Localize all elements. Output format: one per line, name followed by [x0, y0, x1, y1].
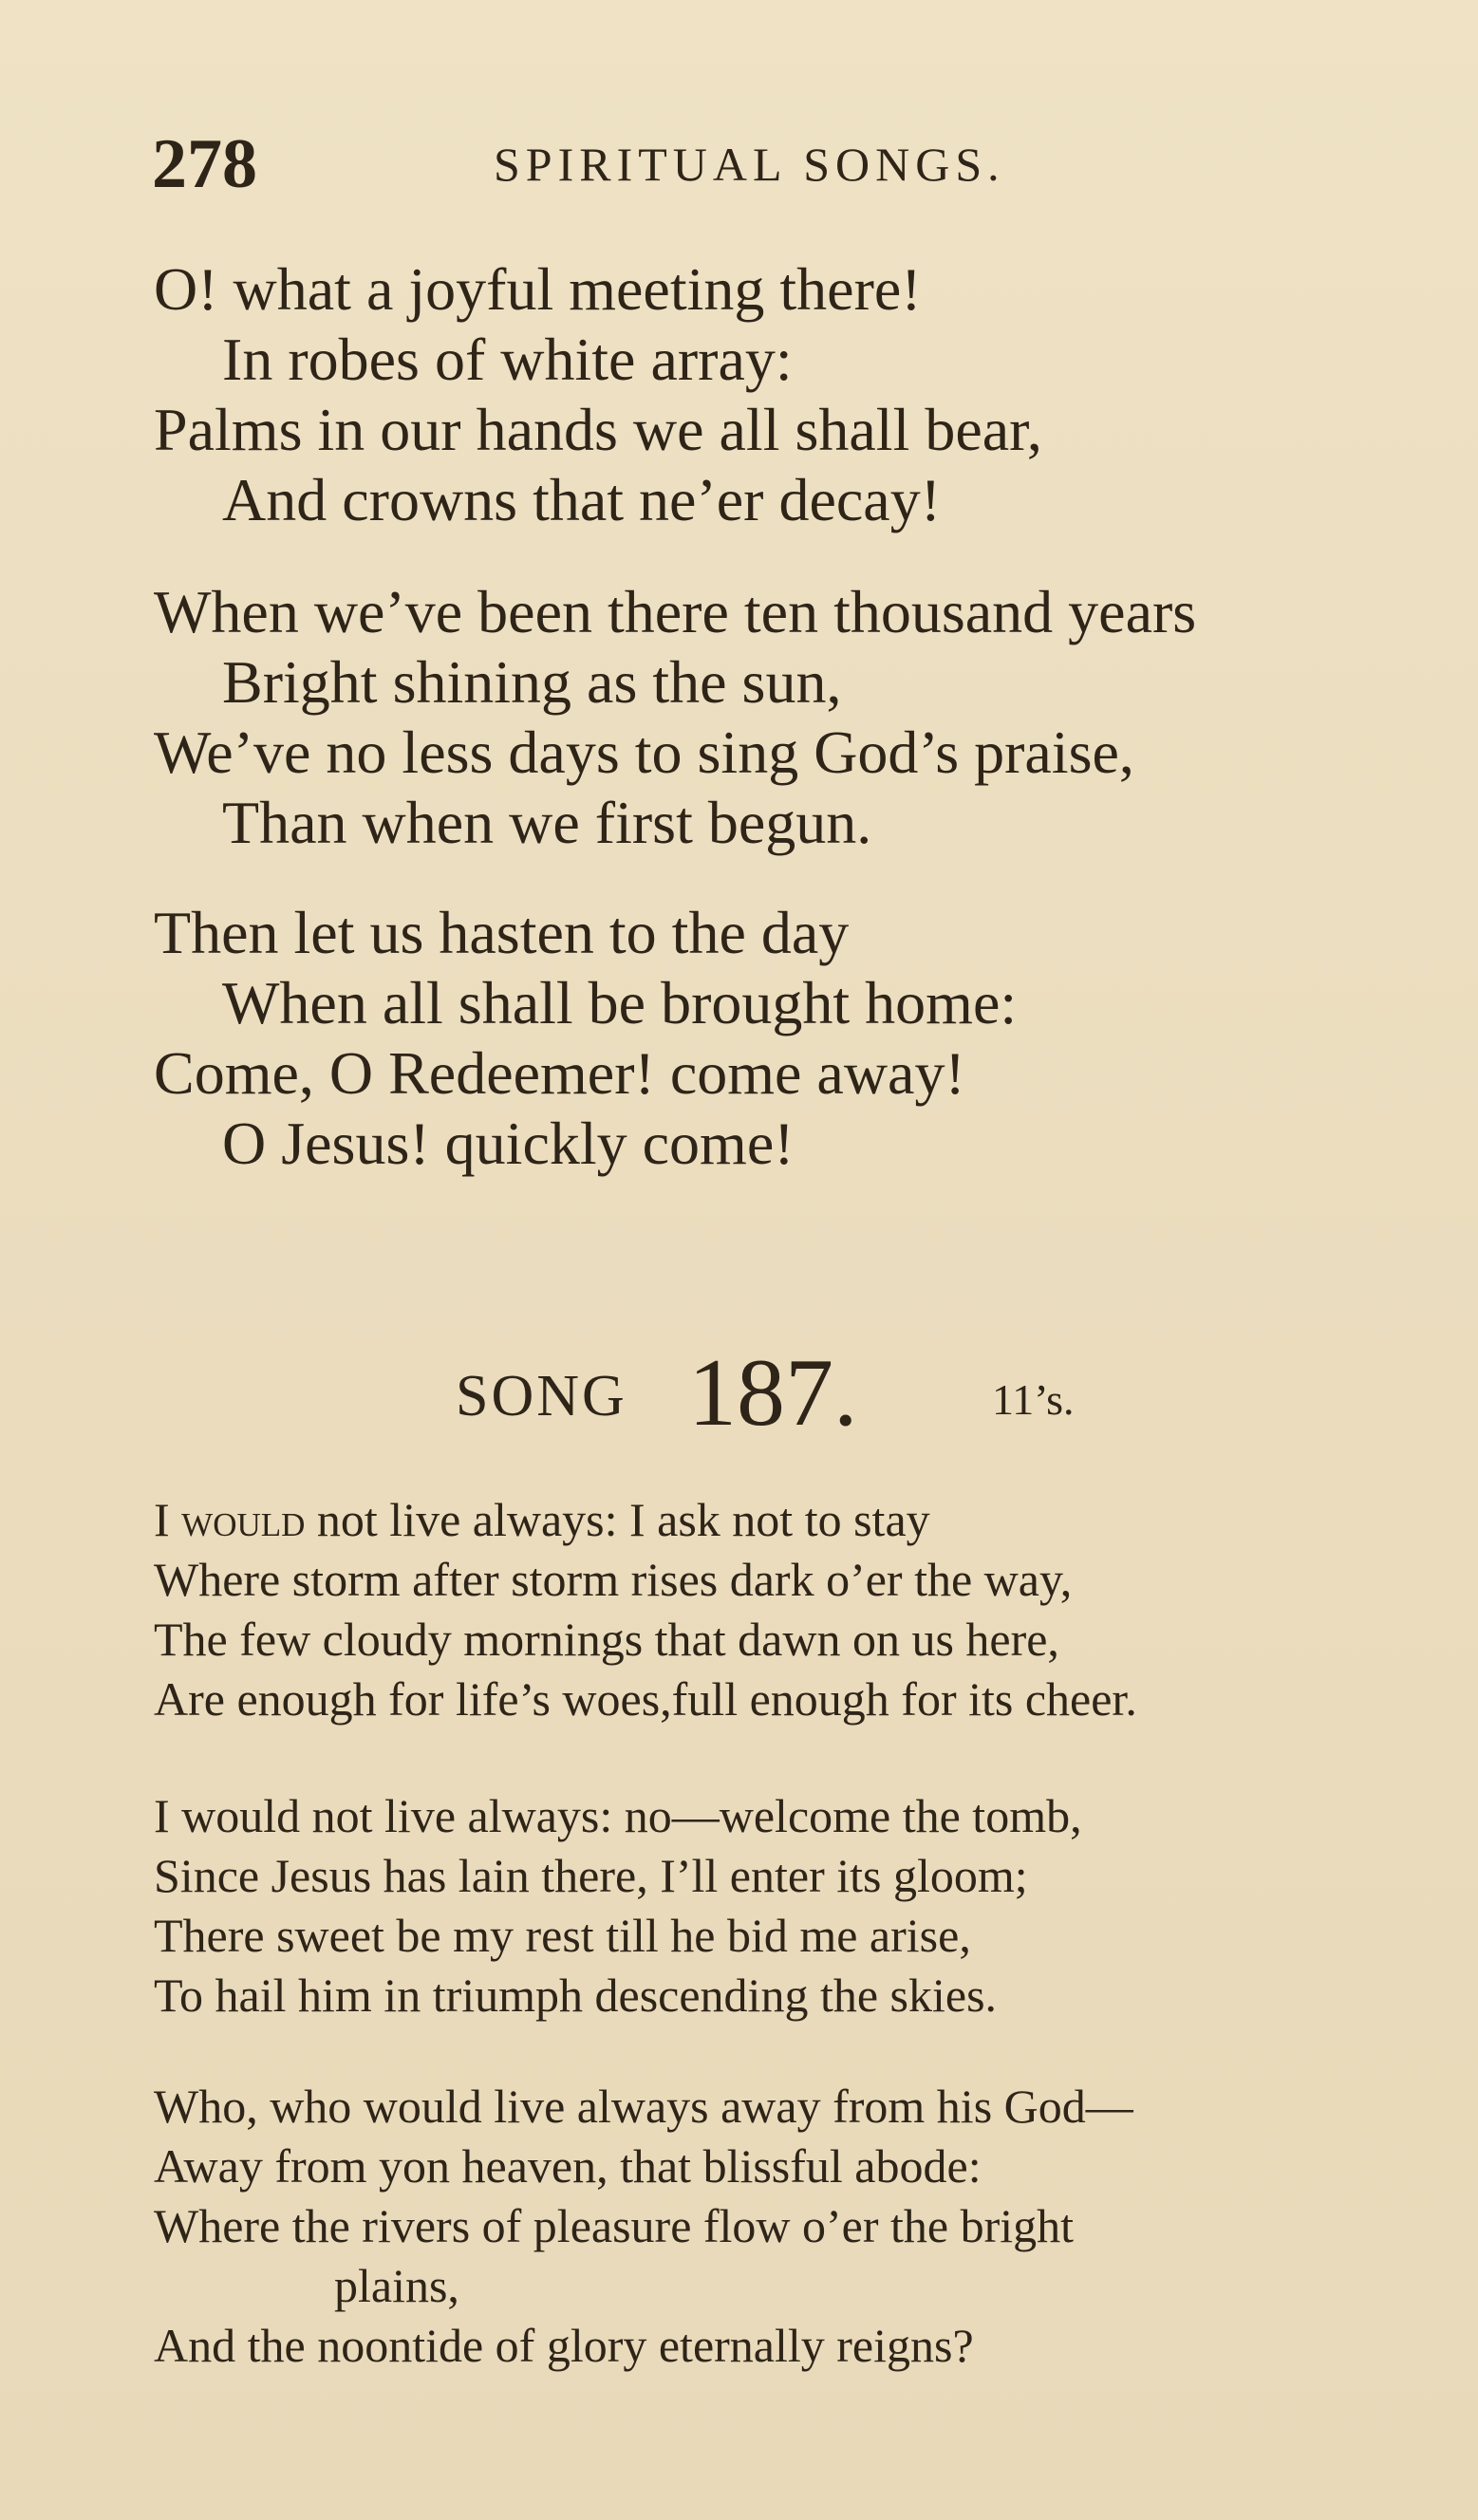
- stanza-2: [154, 577, 1196, 858]
- verse-line: Are enough for life’s woes,full enough for its cheer.: [154, 1672, 1137, 1726]
- song-meter: 11’s.: [992, 1375, 1075, 1424]
- page-header: [152, 112, 1291, 216]
- verse-line: Where storm after storm rises dark o’er the way,: [154, 1553, 1073, 1606]
- verse-line: Bright shining as the sun,: [222, 648, 842, 716]
- song-heading: [456, 1336, 1215, 1450]
- verse-line: When all shall be brought home:: [222, 969, 1018, 1036]
- song-number: 187.: [688, 1339, 858, 1447]
- first-line-rest: not live always: I ask not to stay: [305, 1493, 930, 1546]
- verse-line: O! what a joyful meeting there!: [154, 255, 922, 323]
- verse-line: Then let us hasten to the day: [154, 899, 850, 966]
- verse-line: Since Jesus has lain there, I’ll enter its gloom;: [154, 1849, 1028, 1902]
- verse-line: I would not live always: no—welcome the tomb,: [154, 1789, 1082, 1842]
- stanza-3: [154, 898, 1017, 1179]
- verse-line: [154, 1490, 1137, 1550]
- verse-line: Who, who would live always away from his God—: [154, 2080, 1133, 2133]
- verse-line: In robes of white array:: [222, 326, 793, 393]
- verse-line: To hail him in triumph descending the skies.: [154, 1969, 998, 2022]
- verse-line: The few cloudy mornings that dawn on us here,: [154, 1613, 1059, 1666]
- verse-line: Away from yon heaven, that blissful abode:: [154, 2139, 982, 2193]
- song-stanza-1: [154, 1490, 1137, 1729]
- running-head: SPIRITUAL SONGS.: [494, 138, 1005, 191]
- first-word: I: [154, 1493, 170, 1546]
- verse-line: And crowns that ne’er decay!: [222, 466, 941, 533]
- verse-line: O Jesus! quickly come!: [222, 1110, 795, 1177]
- verse-line: Come, O Redeemer! come away!: [154, 1039, 965, 1107]
- verse-line: Palms in our hands we all shall bear,: [154, 396, 1042, 463]
- page-number: 278: [152, 125, 257, 203]
- verse-line: Than when we first begun.: [222, 789, 872, 856]
- song-label: SONG: [456, 1364, 627, 1428]
- verse-line: We’ve no less days to sing God’s praise,: [154, 719, 1134, 786]
- verse-line: There sweet be my rest till he bid me arise,: [154, 1909, 971, 1962]
- song-stanza-2: [154, 1786, 1082, 2025]
- verse-line: And the noontide of glory eternally reigns?: [154, 2319, 974, 2372]
- verse-line-continuation: plains,: [334, 2259, 459, 2312]
- verse-line: Where the rivers of pleasure flow o’er the bright: [154, 2199, 1075, 2252]
- stanza-1: [154, 254, 1042, 535]
- verse-line: When we’ve been there ten thousand years: [154, 578, 1197, 645]
- song-stanza-3: [154, 2077, 1133, 2376]
- first-word-caps: would: [181, 1493, 306, 1546]
